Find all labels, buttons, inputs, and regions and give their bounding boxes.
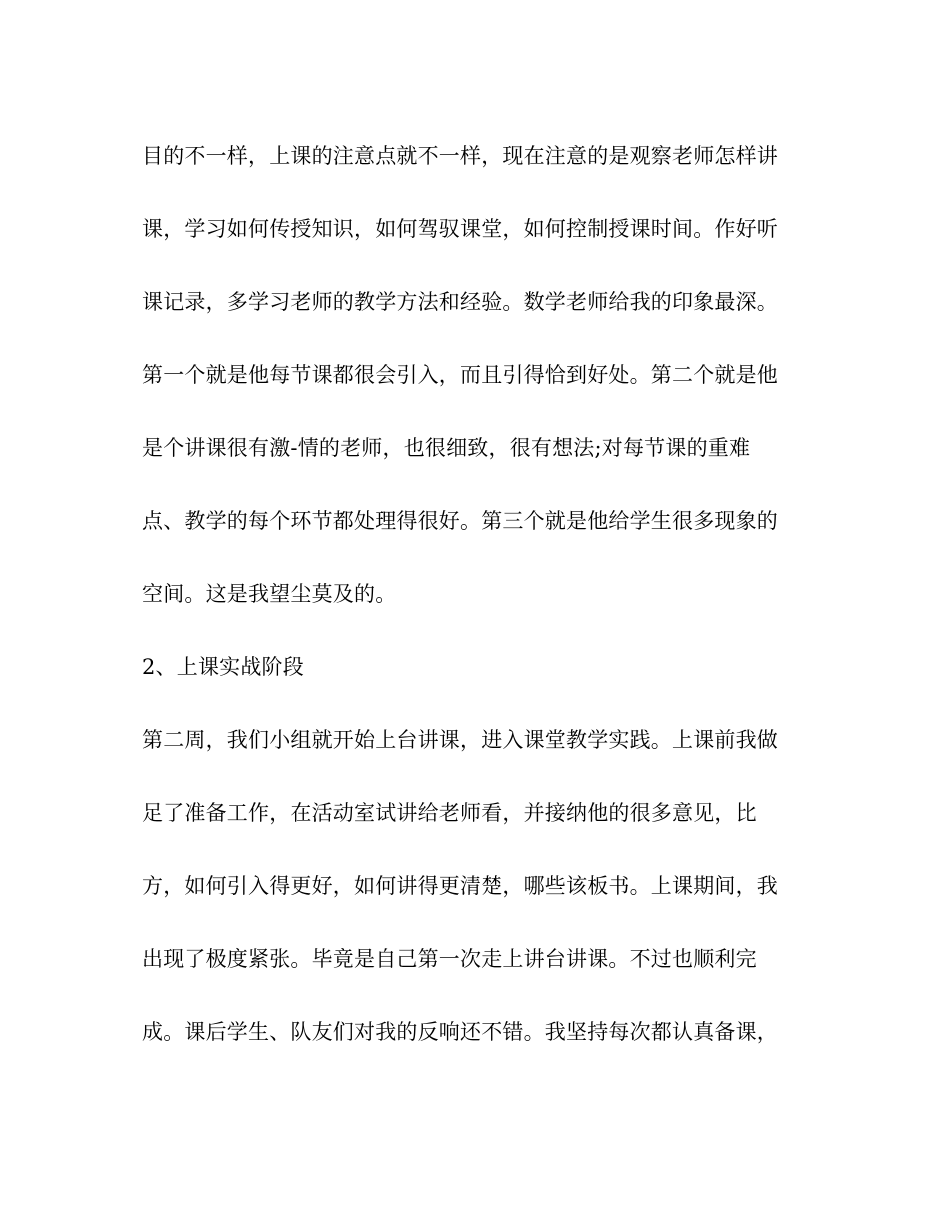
paragraph-line: 足了准备工作，在活动室试讲给老师看，并接纳他的很多意见，比 [142,801,757,825]
paragraph-line: 成。课后学生、队友们对我的反响还不错。我坚持每次都认真备课， [142,1020,778,1044]
paragraph-line: 空间。这是我望尘莫及的。 [142,582,397,606]
paragraph-line: 课记录，多学习老师的教学方法和经验。数学老师给我的印象最深。 [142,290,778,314]
paragraph-line: 方，如何引入得更好，如何讲得更清楚，哪些该板书。上课期间，我 [142,874,778,898]
paragraph-line: 第一个就是他每节课都很会引入，而且引得恰到好处。第二个就是他 [142,363,778,387]
paragraph-line: 课，学习如何传授知识，如何驾驭课堂，如何控制授课时间。作好听 [142,217,778,241]
paragraph-line: 第二周，我们小组就开始上台讲课，进入课堂教学实践。上课前我做 [142,728,778,752]
paragraph-line: 点、教学的每个环节都处理得很好。第三个就是他给学生很多现象的 [142,509,778,533]
paragraph-line: 目的不一样，上课的注意点就不一样，现在注意的是观察老师怎样讲 [142,144,778,168]
paragraph-line: 出现了极度紧张。毕竟是自己第一次走上讲台讲课。不过也顺利完 [142,947,757,971]
paragraph-line: 是个讲课很有激-情的老师，也很细致，很有想法;对每节课的重难 [142,436,751,460]
section-heading: 2、上课实战阶段 [142,655,304,679]
